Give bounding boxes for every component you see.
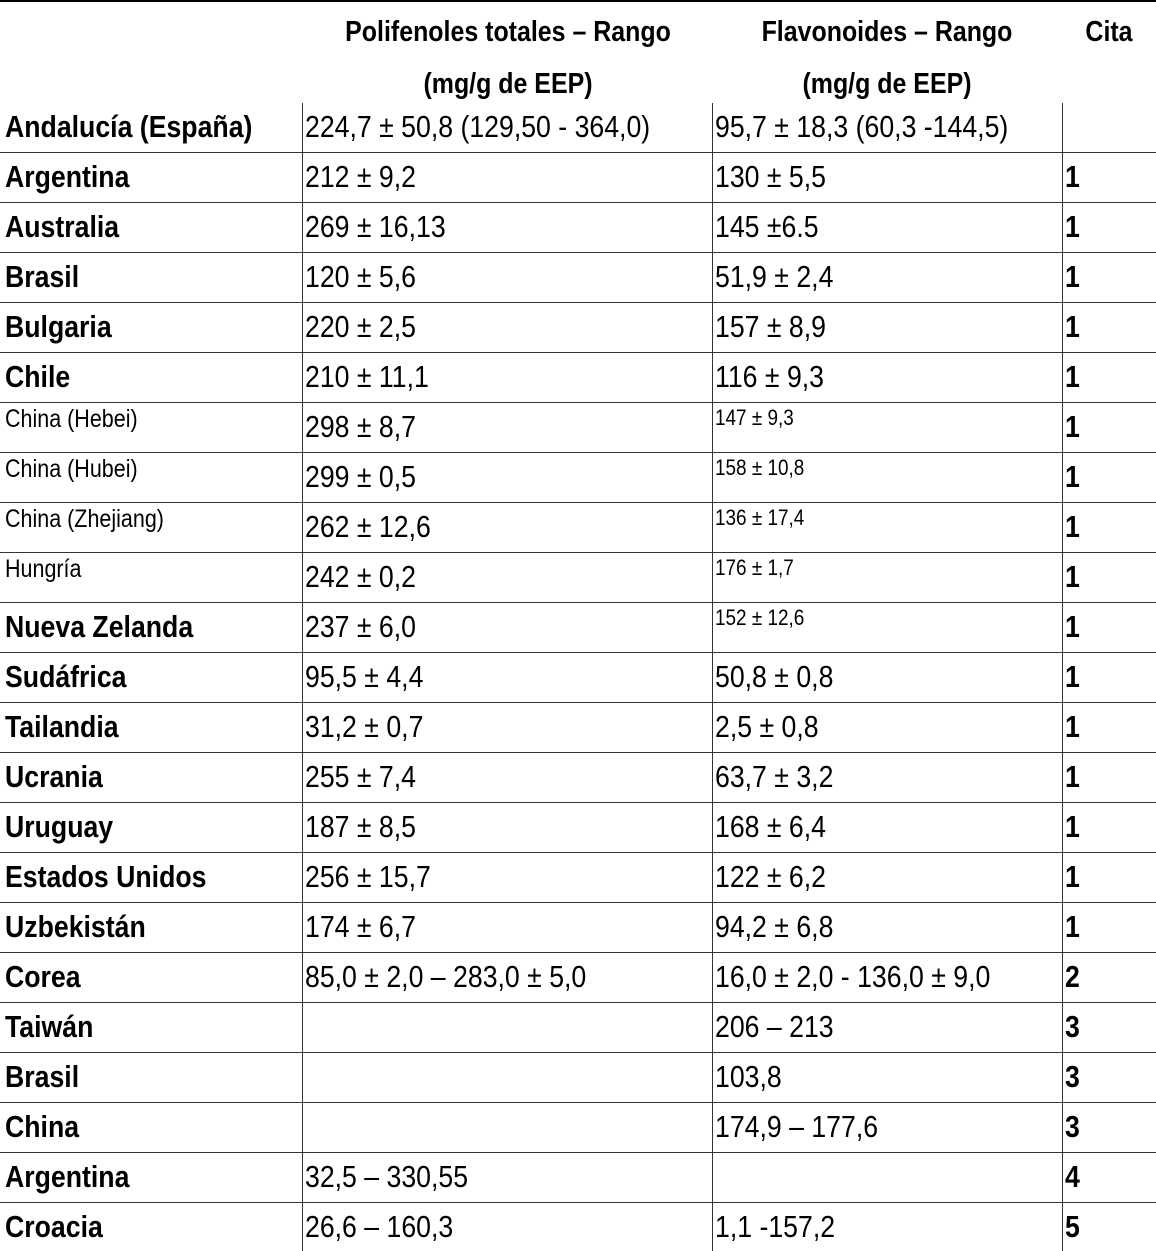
table-row bbox=[0, 1153, 1156, 1203]
polifenoles-cell-text: 26,6 – 160,3 bbox=[305, 1209, 454, 1244]
country-cell-text: Taiwán bbox=[5, 1009, 94, 1044]
polifenoles-cell bbox=[302, 553, 712, 602]
country-cell-text: Corea bbox=[5, 959, 81, 994]
country-cell bbox=[0, 1103, 302, 1152]
polifenoles-cell-text: 298 ± 8,7 bbox=[305, 409, 416, 444]
country-cell-text: Andalucía (España) bbox=[5, 109, 253, 144]
country-cell-text: Nueva Zelanda bbox=[5, 609, 194, 644]
country-cell bbox=[0, 703, 302, 752]
polifenoles-cell bbox=[302, 453, 712, 502]
flavonoides-cell bbox=[712, 1053, 1062, 1102]
cita-cell-text: 1 bbox=[1065, 809, 1080, 844]
country-cell bbox=[0, 303, 302, 352]
flavonoides-cell-text: 136 ± 17,4 bbox=[715, 505, 805, 530]
flavonoides-cell bbox=[712, 803, 1062, 852]
cita-cell bbox=[1062, 1053, 1156, 1102]
cita-cell-text: 1 bbox=[1065, 359, 1080, 394]
flavonoides-cell bbox=[712, 1203, 1062, 1251]
cita-cell-text: 3 bbox=[1065, 1009, 1080, 1044]
flavonoides-cell-text: 103,8 bbox=[715, 1059, 782, 1094]
country-cell bbox=[0, 803, 302, 852]
polifenoles-cell bbox=[302, 953, 712, 1002]
cita-cell bbox=[1062, 403, 1156, 452]
polifenoles-cell-text: 220 ± 2,5 bbox=[305, 309, 416, 344]
table-row bbox=[0, 703, 1156, 753]
flavonoides-cell-text: 63,7 ± 3,2 bbox=[715, 759, 834, 794]
polifenoles-cell-text: 224,7 ± 50,8 (129,50 - 364,0) bbox=[305, 109, 651, 144]
country-cell bbox=[0, 453, 302, 502]
flavonoides-cell bbox=[712, 303, 1062, 352]
cita-cell bbox=[1062, 203, 1156, 252]
cita-cell-text: 1 bbox=[1065, 509, 1080, 544]
country-cell bbox=[0, 203, 302, 252]
polifenoles-cell-text: 210 ± 11,1 bbox=[305, 359, 429, 394]
polifenoles-cell bbox=[302, 103, 712, 152]
flavonoides-cell bbox=[712, 753, 1062, 802]
country-cell-text: Uzbekistán bbox=[5, 909, 146, 944]
flavonoides-cell-text: 206 – 213 bbox=[715, 1009, 834, 1044]
table-row bbox=[0, 153, 1156, 203]
country-cell-text: China (Hebei) bbox=[5, 405, 138, 433]
country-cell bbox=[0, 753, 302, 802]
cita-cell bbox=[1062, 703, 1156, 752]
polifenoles-cell-text: 174 ± 6,7 bbox=[305, 909, 416, 944]
polifenoles-cell bbox=[302, 1103, 712, 1152]
polifenoles-cell bbox=[302, 153, 712, 202]
flavonoides-cell bbox=[712, 903, 1062, 952]
flavonoides-cell bbox=[712, 503, 1062, 552]
cita-cell-text: 1 bbox=[1065, 709, 1080, 744]
flavonoides-cell-text: 116 ± 9,3 bbox=[715, 359, 825, 394]
country-cell-text: China (Zhejiang) bbox=[5, 505, 164, 533]
polifenoles-cell-text: 212 ± 9,2 bbox=[305, 159, 416, 194]
cita-cell bbox=[1062, 903, 1156, 952]
flavonoides-cell bbox=[712, 603, 1062, 652]
flavonoides-cell bbox=[712, 703, 1062, 752]
cita-cell bbox=[1062, 603, 1156, 652]
flavonoides-cell-text: 122 ± 6,2 bbox=[715, 859, 826, 894]
flavonoides-cell-text: 16,0 ± 2,0 - 136,0 ± 9,0 bbox=[715, 959, 991, 994]
cita-cell bbox=[1062, 1153, 1156, 1202]
country-cell-text: Brasil bbox=[5, 1059, 80, 1094]
flavonoides-cell bbox=[712, 353, 1062, 402]
flavonoides-cell-text: 94,2 ± 6,8 bbox=[715, 909, 834, 944]
country-cell bbox=[0, 603, 302, 652]
table-row bbox=[0, 1053, 1156, 1103]
flavonoides-cell-text: 157 ± 8,9 bbox=[715, 309, 826, 344]
country-cell bbox=[0, 403, 302, 452]
polifenoles-cell-text: 31,2 ± 0,7 bbox=[305, 709, 424, 744]
flavonoides-cell-text: 168 ± 6,4 bbox=[715, 809, 826, 844]
flavonoides-cell-text: 130 ± 5,5 bbox=[715, 159, 826, 194]
flavonoides-cell bbox=[712, 653, 1062, 702]
country-cell-text: China bbox=[5, 1109, 80, 1144]
country-cell-text: Argentina bbox=[5, 1159, 130, 1194]
flavonoides-cell bbox=[712, 103, 1062, 152]
polifenoles-cell bbox=[302, 203, 712, 252]
cita-cell-text: 4 bbox=[1065, 1159, 1080, 1194]
polifenoles-cell-text: 269 ± 16,13 bbox=[305, 209, 446, 244]
cita-cell-text: 1 bbox=[1065, 909, 1080, 944]
country-cell-text: Croacia bbox=[5, 1209, 103, 1244]
flavonoides-cell bbox=[712, 1153, 1062, 1202]
cita-cell bbox=[1062, 803, 1156, 852]
polifenoles-cell bbox=[302, 1003, 712, 1052]
country-cell bbox=[0, 653, 302, 702]
polifenoles-cell-text: 85,0 ± 2,0 – 283,0 ± 5,0 bbox=[305, 959, 587, 994]
polifenoles-cell-text: 187 ± 8,5 bbox=[305, 809, 416, 844]
table-row bbox=[0, 753, 1156, 803]
polifenoles-cell bbox=[302, 503, 712, 552]
cita-cell-text: 3 bbox=[1065, 1059, 1080, 1094]
cita-cell-text: 1 bbox=[1065, 859, 1080, 894]
cita-cell bbox=[1062, 453, 1156, 502]
polifenoles-cell-text: 262 ± 12,6 bbox=[305, 509, 431, 544]
cita-cell-text: 1 bbox=[1065, 659, 1080, 694]
cita-cell-text: 2 bbox=[1065, 959, 1080, 994]
cita-cell-text: 1 bbox=[1065, 159, 1080, 194]
country-cell bbox=[0, 553, 302, 602]
flavonoides-cell bbox=[712, 553, 1062, 602]
flavonoides-cell-text: 95,7 ± 18,3 (60,3 -144,5) bbox=[715, 109, 1009, 144]
country-cell-text: Australia bbox=[5, 209, 120, 244]
table-row bbox=[0, 503, 1156, 553]
table-row bbox=[0, 853, 1156, 903]
table-row bbox=[0, 953, 1156, 1003]
country-cell-text: Bulgaria bbox=[5, 309, 112, 344]
flavonoides-cell bbox=[712, 1003, 1062, 1052]
table-row bbox=[0, 903, 1156, 953]
country-cell bbox=[0, 103, 302, 152]
table-row bbox=[0, 653, 1156, 703]
table-row bbox=[0, 603, 1156, 653]
country-cell-text: Hungría bbox=[5, 555, 82, 583]
cita-cell bbox=[1062, 1203, 1156, 1251]
cita-cell bbox=[1062, 1103, 1156, 1152]
cita-cell-text: 3 bbox=[1065, 1109, 1080, 1144]
flavonoides-cell-text: 158 ± 10,8 bbox=[715, 455, 805, 480]
flavonoides-cell bbox=[712, 253, 1062, 302]
header-cita bbox=[1069, 6, 1150, 58]
flavonoides-cell bbox=[712, 953, 1062, 1002]
cita-cell bbox=[1062, 853, 1156, 902]
cita-cell bbox=[1062, 553, 1156, 602]
flavonoides-cell-text: 51,9 ± 2,4 bbox=[715, 259, 834, 294]
table-row bbox=[0, 253, 1156, 303]
table-row bbox=[0, 303, 1156, 353]
cita-cell bbox=[1062, 753, 1156, 802]
country-cell bbox=[0, 1153, 302, 1202]
flavonoides-cell-text: 2,5 ± 0,8 bbox=[715, 709, 819, 744]
header-flavonoides bbox=[737, 6, 1038, 110]
cita-cell-text: 1 bbox=[1065, 759, 1080, 794]
cita-cell-text: 1 bbox=[1065, 559, 1080, 594]
cita-cell bbox=[1062, 1003, 1156, 1052]
flavonoides-cell-text: 1,1 -157,2 bbox=[715, 1209, 836, 1244]
polifenoles-cell bbox=[302, 803, 712, 852]
polifenoles-cell bbox=[302, 403, 712, 452]
polifenoles-cell bbox=[302, 903, 712, 952]
country-cell-text: Tailandia bbox=[5, 709, 119, 744]
cita-cell bbox=[1062, 253, 1156, 302]
cita-cell-text: 1 bbox=[1065, 309, 1080, 344]
polifenoles-cell-text: 237 ± 6,0 bbox=[305, 609, 416, 644]
flavonoides-cell-text: 147 ± 9,3 bbox=[715, 405, 794, 430]
country-cell bbox=[0, 853, 302, 902]
country-cell bbox=[0, 1053, 302, 1102]
polifenoles-cell bbox=[302, 603, 712, 652]
flavonoides-cell bbox=[712, 153, 1062, 202]
cita-cell bbox=[1062, 353, 1156, 402]
polifenoles-cell-text: 120 ± 5,6 bbox=[305, 259, 416, 294]
polifenoles-cell bbox=[302, 653, 712, 702]
polifenoles-cell-text: 32,5 – 330,55 bbox=[305, 1159, 469, 1194]
cita-cell-text: 1 bbox=[1065, 459, 1080, 494]
header-polifenoles-unit: (mg/g de EEP) bbox=[423, 68, 593, 100]
flavonoides-cell-text: 174,9 – 177,6 bbox=[715, 1109, 879, 1144]
polifenoles-cell bbox=[302, 753, 712, 802]
header-flavonoides-title: Flavonoides – Rango bbox=[761, 16, 1013, 48]
header-polifenoles bbox=[331, 6, 685, 110]
polifenoles-cell-text: 256 ± 15,7 bbox=[305, 859, 431, 894]
flavonoides-cell bbox=[712, 1103, 1062, 1152]
country-cell-text: Argentina bbox=[5, 159, 130, 194]
country-cell-text: Uruguay bbox=[5, 809, 114, 844]
flavonoides-cell bbox=[712, 453, 1062, 502]
polifenoles-cell bbox=[302, 1153, 712, 1202]
flavonoides-cell-text: 50,8 ± 0,8 bbox=[715, 659, 834, 694]
table-row bbox=[0, 203, 1156, 253]
polifenoles-cell bbox=[302, 353, 712, 402]
table-row bbox=[0, 103, 1156, 153]
polifenoles-cell bbox=[302, 253, 712, 302]
table-row bbox=[0, 403, 1156, 453]
country-cell bbox=[0, 153, 302, 202]
header-flavonoides-unit: (mg/g de EEP) bbox=[802, 68, 972, 100]
cita-cell bbox=[1062, 153, 1156, 202]
polifenoles-cell bbox=[302, 1053, 712, 1102]
polifenoles-cell-text: 255 ± 7,4 bbox=[305, 759, 416, 794]
data-table bbox=[0, 103, 1156, 1251]
cita-cell-text: 1 bbox=[1065, 409, 1080, 444]
table-row bbox=[0, 803, 1156, 853]
polifenoles-cell-text: 95,5 ± 4,4 bbox=[305, 659, 424, 694]
polifenoles-cell bbox=[302, 703, 712, 752]
cita-cell-text: 5 bbox=[1065, 1209, 1080, 1244]
table-row bbox=[0, 453, 1156, 503]
cita-cell bbox=[1062, 653, 1156, 702]
table-row bbox=[0, 553, 1156, 603]
polifenoles-cell bbox=[302, 1203, 712, 1251]
cita-cell bbox=[1062, 953, 1156, 1002]
flavonoides-cell-text: 145 ±6.5 bbox=[715, 209, 819, 244]
cita-cell bbox=[1062, 503, 1156, 552]
country-cell bbox=[0, 353, 302, 402]
country-cell bbox=[0, 1203, 302, 1251]
flavonoides-cell-text: 152 ± 12,6 bbox=[715, 605, 805, 630]
polifenoles-cell-text: 299 ± 0,5 bbox=[305, 459, 416, 494]
header-polifenoles-title: Polifenoles totales – Rango bbox=[345, 16, 671, 48]
polifenoles-cell bbox=[302, 303, 712, 352]
polifenoles-cell bbox=[302, 853, 712, 902]
country-cell-text: Estados Unidos bbox=[5, 859, 207, 894]
country-cell bbox=[0, 903, 302, 952]
cita-cell-text: 1 bbox=[1065, 609, 1080, 644]
country-cell bbox=[0, 1003, 302, 1052]
country-cell-text: China (Hubei) bbox=[5, 455, 138, 483]
country-cell-text: Ucrania bbox=[5, 759, 103, 794]
country-cell bbox=[0, 503, 302, 552]
flavonoides-cell bbox=[712, 403, 1062, 452]
table-row bbox=[0, 353, 1156, 403]
table-row bbox=[0, 1103, 1156, 1153]
cita-cell bbox=[1062, 103, 1156, 152]
polifenoles-cell-text: 242 ± 0,2 bbox=[305, 559, 416, 594]
table-row bbox=[0, 1203, 1156, 1251]
header-cita-title: Cita bbox=[1085, 16, 1133, 48]
table-row bbox=[0, 1003, 1156, 1053]
flavonoides-cell bbox=[712, 853, 1062, 902]
top-rule bbox=[0, 0, 1156, 2]
cita-cell-text: 1 bbox=[1065, 209, 1080, 244]
cita-cell-text: 1 bbox=[1065, 259, 1080, 294]
flavonoides-cell bbox=[712, 203, 1062, 252]
cita-cell bbox=[1062, 303, 1156, 352]
flavonoides-cell-text: 176 ± 1,7 bbox=[715, 555, 794, 580]
country-cell bbox=[0, 953, 302, 1002]
country-cell bbox=[0, 253, 302, 302]
country-cell-text: Chile bbox=[5, 359, 71, 394]
country-cell-text: Sudáfrica bbox=[5, 659, 127, 694]
country-cell-text: Brasil bbox=[5, 259, 80, 294]
